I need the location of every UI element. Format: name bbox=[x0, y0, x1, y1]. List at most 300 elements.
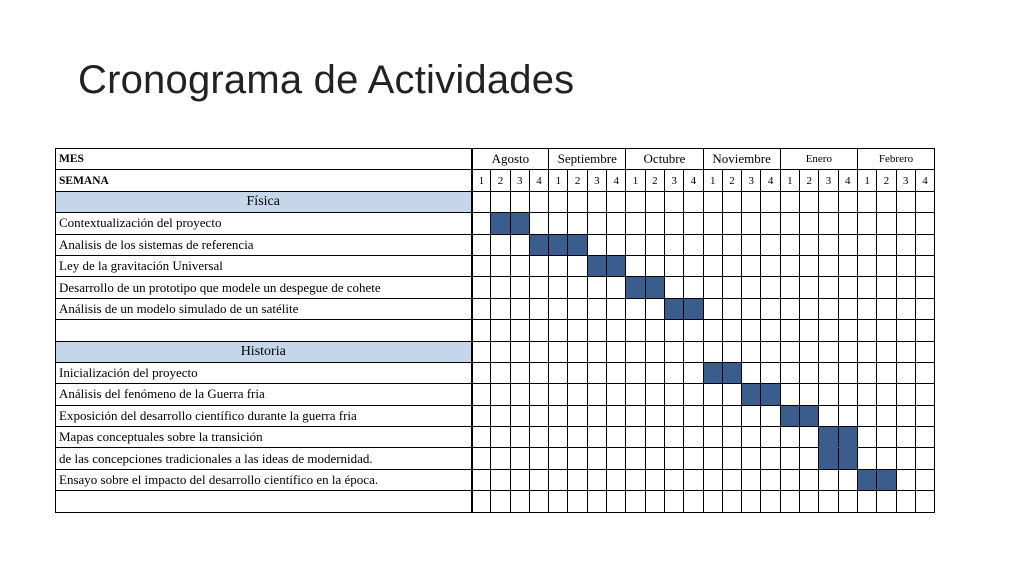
week-cell bbox=[703, 213, 722, 234]
week-cell bbox=[529, 255, 548, 276]
scheduled-week-cell bbox=[529, 234, 548, 255]
week-cell bbox=[664, 191, 683, 212]
week-cell bbox=[568, 255, 587, 276]
activity-label: Análisis del fenómeno de la Guerra fria bbox=[56, 384, 472, 405]
week-cell bbox=[568, 213, 587, 234]
week-cell bbox=[664, 277, 683, 298]
activity-label: Inicialización del proyecto bbox=[56, 362, 472, 383]
week-cell bbox=[664, 234, 683, 255]
week-cell bbox=[664, 341, 683, 362]
week-cell bbox=[896, 298, 915, 319]
activity-row bbox=[56, 405, 935, 426]
week-cell bbox=[626, 427, 645, 448]
activity-row bbox=[56, 213, 935, 234]
week-cell bbox=[684, 491, 703, 512]
week-cell bbox=[529, 191, 548, 212]
week-cell bbox=[722, 384, 741, 405]
week-cell bbox=[896, 491, 915, 512]
week-cell bbox=[529, 491, 548, 512]
week-cell bbox=[549, 469, 568, 490]
activity-label: Mapas conceptuales sobre la transición bbox=[56, 427, 472, 448]
week-cell bbox=[626, 491, 645, 512]
week-cell bbox=[549, 427, 568, 448]
week-cell bbox=[722, 341, 741, 362]
week-cell bbox=[684, 341, 703, 362]
week-cell bbox=[510, 427, 529, 448]
week-cell bbox=[780, 469, 799, 490]
week-cell bbox=[780, 255, 799, 276]
activity-row bbox=[56, 362, 935, 383]
activity-label: Ensayo sobre el impacto del desarrollo científico en la época. bbox=[56, 469, 472, 490]
week-cell bbox=[819, 320, 838, 341]
week-cell bbox=[684, 320, 703, 341]
week-cell bbox=[722, 298, 741, 319]
week-cell bbox=[703, 469, 722, 490]
week-cell bbox=[703, 298, 722, 319]
week-cell bbox=[684, 213, 703, 234]
week-cell bbox=[877, 427, 896, 448]
week-cell bbox=[626, 341, 645, 362]
week-cell bbox=[761, 234, 780, 255]
week-number: 2 bbox=[645, 170, 664, 191]
week-number: 2 bbox=[800, 170, 819, 191]
week-cell bbox=[800, 213, 819, 234]
week-cell bbox=[491, 427, 510, 448]
week-cell bbox=[549, 491, 568, 512]
week-cell bbox=[491, 234, 510, 255]
week-cell bbox=[645, 255, 664, 276]
scheduled-week-cell bbox=[800, 405, 819, 426]
week-cell bbox=[703, 405, 722, 426]
week-cell bbox=[800, 320, 819, 341]
week-cell bbox=[857, 277, 876, 298]
week-cell bbox=[587, 469, 606, 490]
week-cell bbox=[510, 384, 529, 405]
week-cell bbox=[549, 213, 568, 234]
week-cell bbox=[684, 405, 703, 426]
week-cell bbox=[529, 341, 548, 362]
week-cell bbox=[915, 362, 934, 383]
week-cell bbox=[510, 362, 529, 383]
week-cell bbox=[684, 469, 703, 490]
week-cell bbox=[857, 191, 876, 212]
month-header: Noviembre bbox=[703, 149, 780, 170]
week-cell bbox=[703, 255, 722, 276]
week-cell bbox=[587, 448, 606, 469]
week-cell bbox=[857, 320, 876, 341]
week-cell bbox=[626, 234, 645, 255]
week-cell bbox=[877, 341, 896, 362]
week-number: 3 bbox=[896, 170, 915, 191]
week-cell bbox=[703, 427, 722, 448]
week-cell bbox=[722, 277, 741, 298]
week-cell bbox=[664, 320, 683, 341]
week-cell bbox=[896, 234, 915, 255]
week-cell bbox=[800, 491, 819, 512]
week-cell bbox=[800, 384, 819, 405]
week-cell bbox=[684, 384, 703, 405]
week-number: 4 bbox=[607, 170, 626, 191]
week-cell bbox=[645, 491, 664, 512]
week-cell bbox=[568, 427, 587, 448]
week-cell bbox=[529, 298, 548, 319]
week-cell bbox=[510, 277, 529, 298]
activity-row bbox=[56, 255, 935, 276]
week-cell bbox=[800, 448, 819, 469]
week-cell bbox=[510, 320, 529, 341]
week-cell bbox=[645, 234, 664, 255]
week-number: 2 bbox=[877, 170, 896, 191]
week-cell bbox=[896, 362, 915, 383]
week-cell bbox=[780, 362, 799, 383]
week-cell bbox=[684, 362, 703, 383]
week-cell bbox=[607, 320, 626, 341]
week-cell bbox=[915, 213, 934, 234]
week-cell bbox=[761, 405, 780, 426]
week-cell bbox=[568, 362, 587, 383]
week-cell bbox=[529, 469, 548, 490]
week-cell bbox=[857, 405, 876, 426]
week-cell bbox=[896, 277, 915, 298]
week-cell bbox=[645, 191, 664, 212]
week-cell bbox=[645, 427, 664, 448]
slide-title: Cronograma de Actividades bbox=[78, 58, 575, 102]
week-cell bbox=[838, 405, 857, 426]
month-header: Enero bbox=[780, 149, 857, 170]
week-cell bbox=[472, 384, 491, 405]
week-cell bbox=[800, 341, 819, 362]
week-cell bbox=[626, 362, 645, 383]
week-cell bbox=[896, 213, 915, 234]
week-cell bbox=[761, 341, 780, 362]
week-cell bbox=[664, 405, 683, 426]
week-cell bbox=[703, 191, 722, 212]
week-cell bbox=[742, 469, 761, 490]
week-cell bbox=[780, 384, 799, 405]
week-cell bbox=[549, 384, 568, 405]
week-cell bbox=[664, 448, 683, 469]
week-cell bbox=[529, 427, 548, 448]
week-cell bbox=[607, 234, 626, 255]
week-cell bbox=[607, 298, 626, 319]
week-cell bbox=[896, 448, 915, 469]
week-cell bbox=[896, 320, 915, 341]
week-cell bbox=[626, 298, 645, 319]
week-cell bbox=[896, 191, 915, 212]
week-cell bbox=[722, 427, 741, 448]
week-number: 3 bbox=[664, 170, 683, 191]
week-cell bbox=[529, 405, 548, 426]
week-cell bbox=[587, 341, 606, 362]
week-cell bbox=[587, 320, 606, 341]
week-cell bbox=[838, 341, 857, 362]
week-cell bbox=[472, 341, 491, 362]
activity-row bbox=[56, 427, 935, 448]
week-cell bbox=[780, 191, 799, 212]
week-cell bbox=[472, 213, 491, 234]
week-number: 2 bbox=[722, 170, 741, 191]
scheduled-week-cell bbox=[819, 448, 838, 469]
week-number: 3 bbox=[819, 170, 838, 191]
week-cell bbox=[780, 491, 799, 512]
month-header: Agosto bbox=[472, 149, 549, 170]
week-cell bbox=[780, 427, 799, 448]
activity-label: Ley de la gravitación Universal bbox=[56, 255, 472, 276]
week-cell bbox=[915, 341, 934, 362]
week-cell bbox=[819, 384, 838, 405]
week-cell bbox=[742, 341, 761, 362]
week-cell bbox=[684, 191, 703, 212]
week-number: 4 bbox=[915, 170, 934, 191]
week-cell bbox=[549, 277, 568, 298]
scheduled-week-cell bbox=[626, 277, 645, 298]
scheduled-week-cell bbox=[587, 255, 606, 276]
week-cell bbox=[607, 362, 626, 383]
week-cell bbox=[761, 191, 780, 212]
week-cell bbox=[877, 320, 896, 341]
week-cell bbox=[510, 448, 529, 469]
week-cell bbox=[722, 213, 741, 234]
week-cell bbox=[780, 277, 799, 298]
scheduled-week-cell bbox=[877, 469, 896, 490]
scheduled-week-cell bbox=[645, 277, 664, 298]
week-cell bbox=[819, 341, 838, 362]
week-cell bbox=[626, 384, 645, 405]
scheduled-week-cell bbox=[838, 448, 857, 469]
month-header: Septiembre bbox=[549, 149, 626, 170]
week-cell bbox=[761, 298, 780, 319]
week-cell bbox=[549, 191, 568, 212]
week-cell bbox=[877, 255, 896, 276]
week-cell bbox=[491, 405, 510, 426]
week-cell bbox=[510, 298, 529, 319]
week-number: 1 bbox=[857, 170, 876, 191]
week-cell bbox=[607, 448, 626, 469]
week-cell bbox=[742, 277, 761, 298]
week-cell bbox=[857, 362, 876, 383]
week-cell bbox=[645, 469, 664, 490]
week-cell bbox=[549, 298, 568, 319]
week-cell bbox=[510, 255, 529, 276]
week-cell bbox=[896, 405, 915, 426]
week-cell bbox=[838, 384, 857, 405]
week-cell bbox=[587, 491, 606, 512]
week-cell bbox=[645, 362, 664, 383]
activity-row bbox=[56, 469, 935, 490]
week-number: 1 bbox=[626, 170, 645, 191]
week-cell bbox=[645, 448, 664, 469]
activity-label: Contextualización del proyecto bbox=[56, 213, 472, 234]
week-cell bbox=[664, 213, 683, 234]
week-number: 1 bbox=[780, 170, 799, 191]
month-header: Febrero bbox=[857, 149, 934, 170]
week-cell bbox=[529, 362, 548, 383]
week-cell bbox=[529, 320, 548, 341]
week-number: 4 bbox=[529, 170, 548, 191]
week-number: 4 bbox=[684, 170, 703, 191]
week-cell bbox=[472, 255, 491, 276]
spacer-row bbox=[56, 491, 935, 512]
week-cell bbox=[742, 234, 761, 255]
week-cell bbox=[838, 491, 857, 512]
week-cell bbox=[915, 191, 934, 212]
week-cell bbox=[491, 469, 510, 490]
week-cell bbox=[800, 469, 819, 490]
week-cell bbox=[510, 341, 529, 362]
week-cell bbox=[722, 491, 741, 512]
week-cell bbox=[587, 191, 606, 212]
scheduled-week-cell bbox=[742, 384, 761, 405]
scheduled-week-cell bbox=[568, 234, 587, 255]
week-cell bbox=[703, 384, 722, 405]
week-cell bbox=[800, 427, 819, 448]
week-cell bbox=[491, 255, 510, 276]
week-header-row bbox=[56, 170, 935, 191]
week-cell bbox=[915, 469, 934, 490]
activity-label: Exposición del desarrollo científico durante la guerra fria bbox=[56, 405, 472, 426]
activity-label: Analisis de los sistemas de referencia bbox=[56, 234, 472, 255]
week-cell bbox=[472, 362, 491, 383]
week-cell bbox=[800, 277, 819, 298]
week-cell bbox=[587, 427, 606, 448]
scheduled-week-cell bbox=[722, 362, 741, 383]
week-cell bbox=[780, 448, 799, 469]
week-cell bbox=[915, 405, 934, 426]
week-cell bbox=[819, 469, 838, 490]
scheduled-week-cell bbox=[684, 298, 703, 319]
week-cell bbox=[915, 234, 934, 255]
week-cell bbox=[568, 448, 587, 469]
week-number: 4 bbox=[838, 170, 857, 191]
week-cell bbox=[742, 491, 761, 512]
week-cell bbox=[838, 298, 857, 319]
week-cell bbox=[645, 298, 664, 319]
week-cell bbox=[549, 341, 568, 362]
week-cell bbox=[549, 255, 568, 276]
week-cell bbox=[491, 320, 510, 341]
week-cell bbox=[472, 298, 491, 319]
week-cell bbox=[568, 469, 587, 490]
week-cell bbox=[877, 384, 896, 405]
week-cell bbox=[472, 448, 491, 469]
week-cell bbox=[491, 448, 510, 469]
week-cell bbox=[491, 191, 510, 212]
week-cell bbox=[857, 213, 876, 234]
week-cell bbox=[896, 427, 915, 448]
week-cell bbox=[838, 191, 857, 212]
week-cell bbox=[761, 448, 780, 469]
week-cell bbox=[529, 384, 548, 405]
activity-label: de las concepciones tradicionales a las ideas de modernidad. bbox=[56, 448, 472, 469]
week-cell bbox=[742, 255, 761, 276]
week-cell bbox=[722, 448, 741, 469]
week-cell bbox=[491, 298, 510, 319]
week-cell bbox=[703, 234, 722, 255]
week-cell bbox=[896, 341, 915, 362]
week-cell bbox=[568, 320, 587, 341]
week-cell bbox=[491, 384, 510, 405]
week-cell bbox=[664, 384, 683, 405]
week-cell bbox=[529, 448, 548, 469]
week-cell bbox=[587, 213, 606, 234]
week-cell bbox=[722, 469, 741, 490]
activity-label: Análisis de un modelo simulado de un satélite bbox=[56, 298, 472, 319]
week-number: 2 bbox=[568, 170, 587, 191]
week-cell bbox=[819, 405, 838, 426]
week-cell bbox=[703, 320, 722, 341]
week-cell bbox=[510, 405, 529, 426]
week-cell bbox=[722, 234, 741, 255]
week-cell bbox=[472, 234, 491, 255]
week-cell bbox=[587, 362, 606, 383]
week-cell bbox=[838, 213, 857, 234]
week-cell bbox=[800, 298, 819, 319]
week-cell bbox=[703, 277, 722, 298]
week-cell bbox=[838, 362, 857, 383]
week-cell bbox=[857, 427, 876, 448]
week-cell bbox=[857, 491, 876, 512]
week-cell bbox=[742, 362, 761, 383]
week-cell bbox=[607, 405, 626, 426]
week-cell bbox=[626, 448, 645, 469]
week-cell bbox=[587, 405, 606, 426]
month-header-label: MES bbox=[56, 149, 472, 170]
month-header-row bbox=[56, 149, 935, 170]
week-cell bbox=[838, 320, 857, 341]
week-cell bbox=[510, 469, 529, 490]
week-cell bbox=[645, 320, 664, 341]
week-cell bbox=[838, 234, 857, 255]
week-cell bbox=[664, 427, 683, 448]
activity-label: Desarrollo de un prototipo que modele un despegue de cohete bbox=[56, 277, 472, 298]
week-cell bbox=[510, 491, 529, 512]
month-header: Octubre bbox=[626, 149, 703, 170]
week-cell bbox=[626, 469, 645, 490]
week-cell bbox=[568, 298, 587, 319]
week-cell bbox=[838, 469, 857, 490]
week-cell bbox=[800, 234, 819, 255]
week-cell bbox=[645, 213, 664, 234]
week-cell bbox=[491, 341, 510, 362]
week-cell bbox=[703, 341, 722, 362]
week-cell bbox=[491, 277, 510, 298]
week-cell bbox=[607, 277, 626, 298]
week-cell bbox=[915, 427, 934, 448]
week-cell bbox=[877, 234, 896, 255]
week-cell bbox=[568, 341, 587, 362]
week-cell bbox=[915, 491, 934, 512]
week-cell bbox=[857, 384, 876, 405]
week-cell bbox=[607, 341, 626, 362]
week-cell bbox=[549, 405, 568, 426]
week-cell bbox=[819, 491, 838, 512]
week-cell bbox=[761, 469, 780, 490]
empty-label-cell bbox=[56, 320, 472, 341]
week-cell bbox=[626, 213, 645, 234]
week-cell bbox=[877, 277, 896, 298]
week-cell bbox=[896, 384, 915, 405]
week-cell bbox=[549, 448, 568, 469]
week-cell bbox=[819, 362, 838, 383]
week-cell bbox=[915, 255, 934, 276]
week-cell bbox=[761, 213, 780, 234]
week-cell bbox=[857, 255, 876, 276]
week-cell bbox=[742, 427, 761, 448]
spacer-row bbox=[56, 320, 935, 341]
week-cell bbox=[722, 255, 741, 276]
section-row bbox=[56, 341, 935, 362]
scheduled-week-cell bbox=[703, 362, 722, 383]
